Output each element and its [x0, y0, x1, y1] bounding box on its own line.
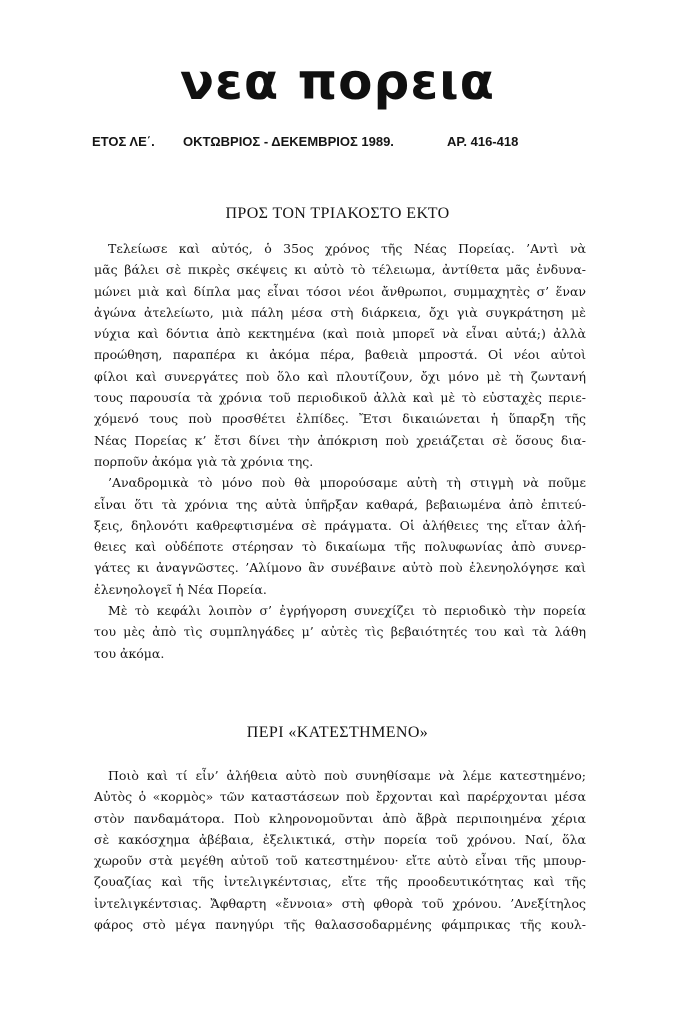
paragraph-line: γάτες κι ἀναγνῶστες. ’Αλίμονο ἂν συνέβαινε αὐτὸ ποὺ ἐλενηολόγησε καὶ: [94, 560, 586, 576]
paragraph-line: θειες καὶ οὐδέποτε στέρησαν τὸ δικαίωμα τῆς πολυφωνίας ἀπὸ συνερ-: [94, 539, 586, 555]
paragraph-line: Τελείωσε καὶ αὐτός, ὁ 35ος χρόνος τῆς Νέας Πορείας. ’Αντὶ νὰ: [108, 241, 586, 256]
paragraph-line: σὲ κακόσχημα ἀβέβαια, ἐξελικτικά, στὴν πορεία τοῦ χρόνου. Ναί, ὅλα: [94, 831, 586, 847]
paragraph-line: Μὲ τὸ κεφάλι λοιπὸν σ’ ἐγρήγορση συνεχίζει τὸ περιοδικὸ τὴν πορεία: [108, 603, 586, 619]
article-body-1: [94, 238, 586, 664]
paragraph-line: στὸν πανδαμάτορα. Ποὺ κληρονομοῦνται ἀπὸ ἄβρὰ περιποιημένα χέρια: [94, 810, 586, 826]
paragraph-line: προώθηση, παραπέρα κι ἀκόμα πέρα, βαθειὰ μπροστά. Οἱ νέοι αὐτοὶ: [94, 347, 586, 363]
paragraph-line: νύχια καὶ δόντια ἀπὸ κεκτημένα (καὶ ποιὰ μπορεῖ νὰ εἶναι αὐτά;) ἀλλὰ: [94, 326, 586, 342]
paragraph-line: χόμενό τους ποὺ προσθέτει ἐλπίδες. Ἔτσι δικαιώνεται ἡ ὕπαρξη τῆς: [94, 411, 586, 427]
paragraph-line: ἰντελιγκέντσιας. Ἄφθαρτη «ἔννοια» στὴ φθορὰ τοῦ χρόνου. ’Ανεξίτηλος: [94, 895, 586, 911]
paragraph-line: του ἀκόμα.: [94, 645, 165, 661]
article-heading-2: ΠΕΡΙ «ΚΑΤΕΣΤΗΜΕΝΟ»: [246, 724, 429, 741]
issue-year: ΕΤΟΣ ΛΕ΄.: [92, 134, 155, 149]
paragraph-line: ξεις, δηλονότι καθρεφτισμένα σὲ πράγματα. Οἱ ἀλήθειες της εἴταν ἀλή-: [94, 517, 586, 533]
paragraph-line: φίλοι καὶ συνεργάτες ποὺ ὅλο καὶ πλουτίζουν, ὄχι μόνο μὲ τὴ ζωντανή: [94, 368, 586, 384]
paragraph-line: ζουαζίας καὶ τῆς ἰντελιγκέντσιας, εἴτε τῆς προοδευτικότητας καὶ τῆς: [94, 874, 586, 890]
paragraph-line: εἶναι ὅτι τὰ χρόνια της αὐτὰ ὑπῆρξαν καθαρά, βεβαιωμένα ἀπὸ ἐπιτεύ-: [94, 496, 586, 512]
article-body-2: [94, 765, 586, 935]
paragraph-line: Νέας Πορείας κ’ ἔτσι δίνει τὴν ἀπόκριση ποὺ χρειάζεται σὲ ὅσους δια-: [94, 432, 586, 448]
paragraph-line: τους παρουσία τὰ χρόνια τοῦ περιοδικοῦ ἀλλὰ καὶ μὲ τὸ εὐσταχὲς περιε-: [94, 390, 586, 406]
issue-date: ΟΚΤΩΒΡΙΟΣ - ΔΕΚΕΜΒΡΙΟΣ 1989.: [183, 134, 394, 149]
issue-number: ΑΡ. 416-418: [447, 134, 519, 149]
paragraph-line: πορποῦν ἀκόμα γιὰ τὰ χρόνια της.: [94, 453, 314, 469]
masthead-title: νεα πορεια: [179, 53, 495, 111]
paragraph-line: μᾶς βάλει σὲ πικρὲς σκέψεις κι αὐτὸ τὸ τέλειωμα, ἀντίθετα μᾶς ἐνδυνα-: [94, 262, 586, 278]
paragraph-line: ἐλενηολογεῖ ἡ Νέα Πορεία.: [94, 581, 267, 597]
paragraph-line: ’Αναδρομικὰ τὸ μόνο ποὺ θὰ μπορούσαμε αὐτὴ τὴ στιγμὴ νὰ ποῦμε: [108, 475, 586, 491]
paragraph-line: Αὐτὸς ὁ «κορμὸς» τῶν καταστάσεων ποὺ ἔρχονται καὶ παρέρχονται μέσα: [94, 789, 586, 805]
paragraph-line: μώνει μιὰ καὶ δίπλα μας εἶναι τόσοι νέοι ἄνθρωποι, συμμαχητὲς σ’ ἕναν: [94, 283, 586, 299]
article-heading-1: ΠΡΟΣ ΤΟΝ ΤΡΙΑΚΟΣΤΟ ΕΚΤΟ: [225, 205, 450, 222]
paragraph-line: του μὲς ἀπὸ τὶς συμπληγάδες μ’ αὐτὲς τὶς βεβαιότητές του καὶ τὰ λάθη: [94, 624, 586, 640]
paragraph-line: φάρος στὸ μέγα πανηγύρι τῆς θαλασσοδαρμένης φάμπρικας τῆς κουλ-: [94, 917, 586, 933]
paragraph-line: Ποιὸ καὶ τί εἶν’ ἀλήθεια αὐτὸ ποὺ συνηθίσαμε νὰ λέμε κατεστημένο;: [108, 768, 586, 783]
paragraph-line: ἀγώνα ἀτελείωτο, μιὰ πάλη μέσα στὴ διάρκεια, ὄχι γιὰ συγκράτηση μὲ: [94, 304, 586, 320]
paragraph-line: χωροῦν στὰ μεγέθη αὐτοῦ τοῦ κατεστημένου· εἴτε αὐτὸ εἶναι τῆς μπουρ-: [94, 853, 586, 869]
